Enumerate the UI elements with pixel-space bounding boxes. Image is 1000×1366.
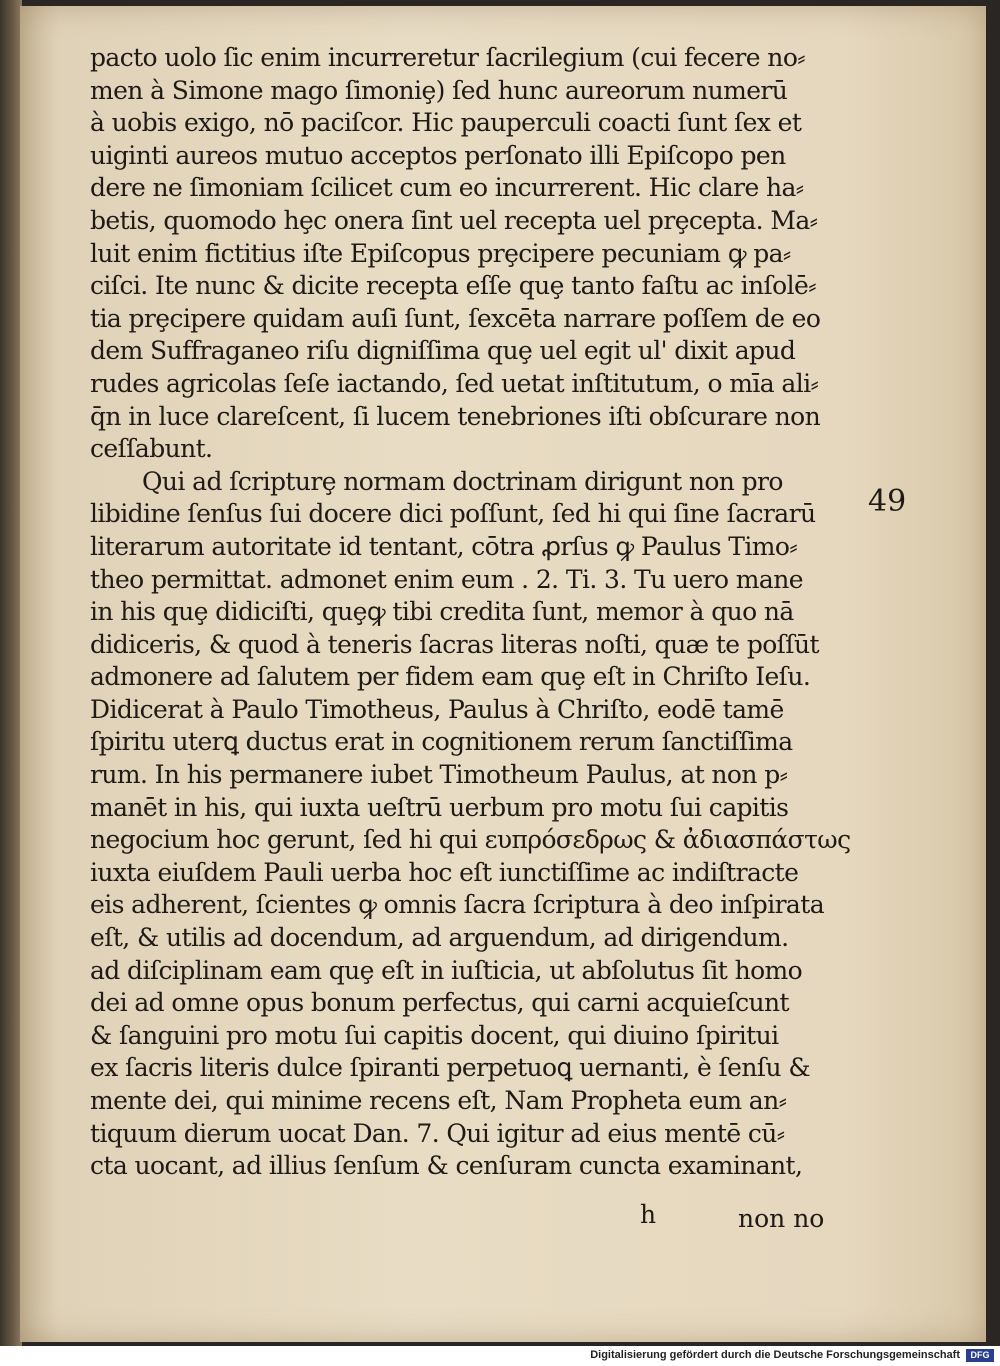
text-line: mente dei, qui minime recens eſt, Nam Propheta eum an⸗ [90, 1086, 787, 1115]
text-line: eis adherent, ſcientes ꝙ omnis ſacra ſcriptura à deo inſpirata [90, 890, 824, 920]
text-line: betis, quomodo hȩc onera ſint uel recepta uel prȩcepta. Ma⸗ [90, 205, 818, 235]
folio-number: 49 [868, 484, 907, 519]
text-line: dere ne ſimoniam ſcilicet cum eo incurrerent. Hic clare ha⸗ [90, 173, 804, 203]
text-line: tia prȩcipere quidam auſi ſunt, ſexcēta narrare poſſem de eo [90, 303, 821, 333]
text-line: men à Simone mago ſimoniȩ) ſed hunc aureorum numerū [90, 75, 788, 105]
funding-credit: Digitalisierung gefördert durch die Deutsche Forschungsgemeinschaft [590, 1349, 960, 1361]
text-line: tiquum dierum uocat Dan. 7. Qui igitur ad eius mentē cū⸗ [90, 1118, 785, 1148]
text-line: cta uocant, ad illius ſenſum & cenſuram cuncta examinant, [90, 1151, 803, 1181]
dfg-logo-icon: DFG [966, 1349, 994, 1362]
text-line: libidine ſenſus ſui docere dici poſſunt, ſed hi qui ſine ſacrarū [90, 499, 816, 529]
text-line: uiginti aureos mutuo acceptos perſonato illi Epiſcopo pen [90, 140, 786, 170]
text-line: Qui ad ſcripturȩ normam doctrinam dirigunt non pro [142, 466, 783, 496]
text-line: negocium hoc gerunt, ſed hi qui ευπρόσεδρως & ἀδιασπάστως [90, 825, 851, 855]
text-line: ceſſabunt. [90, 434, 213, 464]
digitization-footer [0, 1346, 1000, 1366]
text-line: Didicerat à Paulo Timotheus, Paulus à Chriſto, eodē tamē [90, 694, 784, 724]
text-line: iuxta eiuſdem Pauli uerba hoc eſt iunctiſſime ac indiſtracte [90, 857, 799, 887]
text-line: in his quȩ didiciſti, quȩꝙ tibi credita ſunt, memor à quo nā [90, 597, 794, 627]
text-line: ciſci. Ite nunc & dicite recepta eſſe quȩ tanto faſtu ac inſolē⸗ [90, 271, 816, 301]
text-line: didiceris, & quod à teneris ſacras literas noſti, quæ te poſſūt [90, 629, 819, 659]
page-text-block [90, 42, 860, 1183]
signature-mark: h [640, 1200, 657, 1229]
text-line: theo permittat. admonet enim eum . 2. Ti. 3. Tu uero mane [90, 564, 803, 594]
text-line: luit enim fictitius iſte Epiſcopus prȩcipere pecuniam ꝙ pa⸗ [90, 238, 791, 268]
text-line: ex ſacris literis dulce ſpiranti perpetuoꝗ uernanti, è ſenſu & [90, 1053, 811, 1083]
text-line: ſpiritu uterꝗ ductus erat in cognitionem rerum ſanctiſſima [90, 727, 793, 757]
book-page [20, 6, 986, 1342]
text-line: & ſanguini pro motu ſui capitis docent, qui diuino ſpiritui [90, 1020, 779, 1050]
catchword: non no [738, 1204, 825, 1233]
book-binding-edge [0, 0, 22, 1346]
text-line: dei ad omne opus bonum perfectus, qui carni acquieſcunt [90, 988, 789, 1018]
text-line: dem Suffraganeo riſu digniſſima quȩ uel egit ul' dixit apud [90, 336, 796, 366]
text-line: q̄n in luce clareſcent, ſi lucem tenebriones iſti obſcurare non [90, 401, 821, 431]
text-line: admonere ad ſalutem per fidem eam quȩ eſt in Chriſto Ieſu. [90, 662, 811, 692]
text-line: rum. In his permanere iubet Timotheum Paulus, at non p⸗ [90, 760, 788, 790]
text-line: à uobis exigo, nō paciſcor. Hic pauperculi coacti ſunt ſex et [90, 108, 802, 138]
text-line: eſt, & utilis ad docendum, ad arguendum, ad dirigendum. [90, 923, 789, 953]
text-line: ad diſciplinam eam quȩ eſt in iuſticia, ut abſolutus ſit homo [90, 955, 803, 985]
text-line: literarum autoritate id tentant, cōtra ꝓrſus ꝙ Paulus Timo⸗ [90, 531, 798, 561]
text-line: manēt in his, qui iuxta ueſtrū uerbum pro motu ſui capitis [90, 792, 789, 822]
text-line: pacto uolo ſic enim incurreretur ſacrilegium (cui fecere no⸗ [90, 43, 805, 72]
text-line: rudes agricolas ſeſe iactando, ſed uetat inſtitutum, o mīa ali⸗ [90, 368, 819, 398]
